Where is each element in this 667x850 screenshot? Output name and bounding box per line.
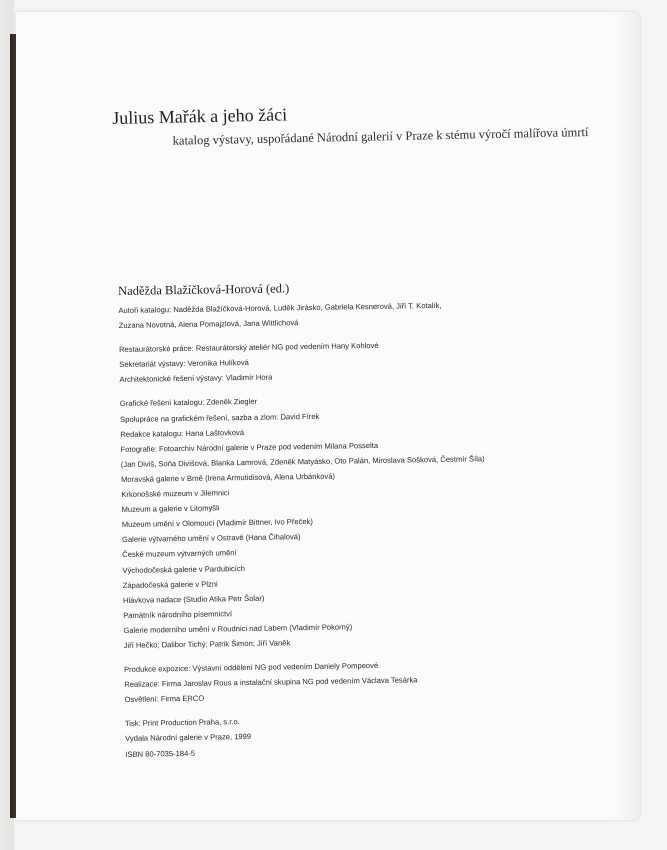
credit-line: Architektonické řešení výstavy: Vladimír Hora bbox=[119, 372, 273, 385]
page-edge-shadow bbox=[612, 12, 640, 820]
credit-line: Moravská galerie v Brně (Irena Armutidisová, Alena Urbánková) bbox=[120, 471, 336, 484]
credits-group-production bbox=[124, 654, 605, 707]
credits-group-exhibition bbox=[119, 335, 600, 388]
credit-line: Produkce expozice: Výstavní oddělení NG pod vedením Daniely Pompeové bbox=[123, 661, 379, 675]
credit-line: (Jan Diviš, Soňa Divišová, Blanka Lamrová, Zdeněk Matyásko, Oto Palán, Miroslava Sošková, Čestmír Šíla) bbox=[120, 454, 485, 469]
credit-line: Grafické řešení katalogu: Zdeněk Ziegler bbox=[119, 397, 258, 409]
credit-line: Fotografie: Fotoarchiv Národní galerie v Praze pod vedením Milana Posselta bbox=[120, 440, 379, 454]
book-title: Julius Mařák a jeho žáci bbox=[112, 104, 288, 128]
credit-line: Spolupráce na grafickém řešení, sazba a zlom: David Fírek bbox=[120, 411, 320, 424]
credit-line: Sekretariát výstavy: Veronika Hulíková bbox=[119, 358, 249, 370]
credit-line: Jiří Hečko; Dalibor Tichý; Patrik Šimon; Jiří Vaněk bbox=[123, 638, 291, 650]
credit-line: Galerie výtvarného umění v Ostravě (Hana Čihalová) bbox=[121, 532, 301, 545]
credit-line: České muzeum výtvarných umění bbox=[122, 548, 237, 560]
credit-line: Muzeum a galerie v Litomyšli bbox=[121, 503, 220, 515]
credit-line: Východočeská galerie v Pardubicích bbox=[122, 563, 245, 575]
credit-line: Zuzana Novotná, Alena Pomajzlová, Jana Wittlichová bbox=[118, 318, 299, 331]
credit-line: Vydala Národní galerie v Praze, 1999 bbox=[125, 732, 252, 744]
editor-name: Naděžda Blažíčková-Horová (ed.) bbox=[118, 281, 290, 298]
credit-line: Muzeum umění v Olomouci (Vladimír Bittner, Ivo Přeček) bbox=[121, 517, 314, 530]
book-subtitle: katalog výstavy, uspořádané Národní galerií v Praze k stému výročí malířova úmrtí bbox=[172, 125, 589, 148]
isbn: ISBN 80-7035-184-5 bbox=[125, 748, 196, 759]
credit-line: Památník národního písemnictví bbox=[123, 609, 233, 620]
credit-line: Autoři katalogu: Naděžda Blažíčková-Horová, Luděk Jirásko, Gabriela Kesnerová, Jiří T. Kotalík, bbox=[118, 300, 442, 315]
colophon bbox=[118, 276, 605, 761]
credit-line: Galerie moderního umění v Roudnici nad Labem (Vladimír Pokorný) bbox=[123, 622, 353, 635]
credit-line: Realizace: Firma Jaroslav Rous a instalační skupina NG pod vedením Václava Tesárka bbox=[124, 675, 418, 690]
credits-group-catalogue bbox=[120, 389, 604, 653]
book-page bbox=[16, 12, 640, 820]
title-block bbox=[112, 98, 589, 150]
credit-line: Krkonošské muzeum v Jilemnici bbox=[121, 488, 230, 500]
credit-line: Redakce katalogu: Hana Laštovková bbox=[120, 427, 245, 439]
credits-group-printing bbox=[125, 709, 606, 762]
credit-line: Tisk: Print Production Praha, s.r.o. bbox=[124, 717, 240, 729]
credit-line: Hlávkova nadace (Studio Atika Petr Šolar) bbox=[122, 593, 265, 605]
credit-line: Západočeská galerie v Plzni bbox=[122, 579, 218, 590]
credit-line: Restaurátorské práce: Restaurátorský ateliér NG pod vedením Hany Kohlové bbox=[118, 341, 379, 355]
credit-line: Osvětlení: Firma ERCO bbox=[124, 693, 205, 705]
